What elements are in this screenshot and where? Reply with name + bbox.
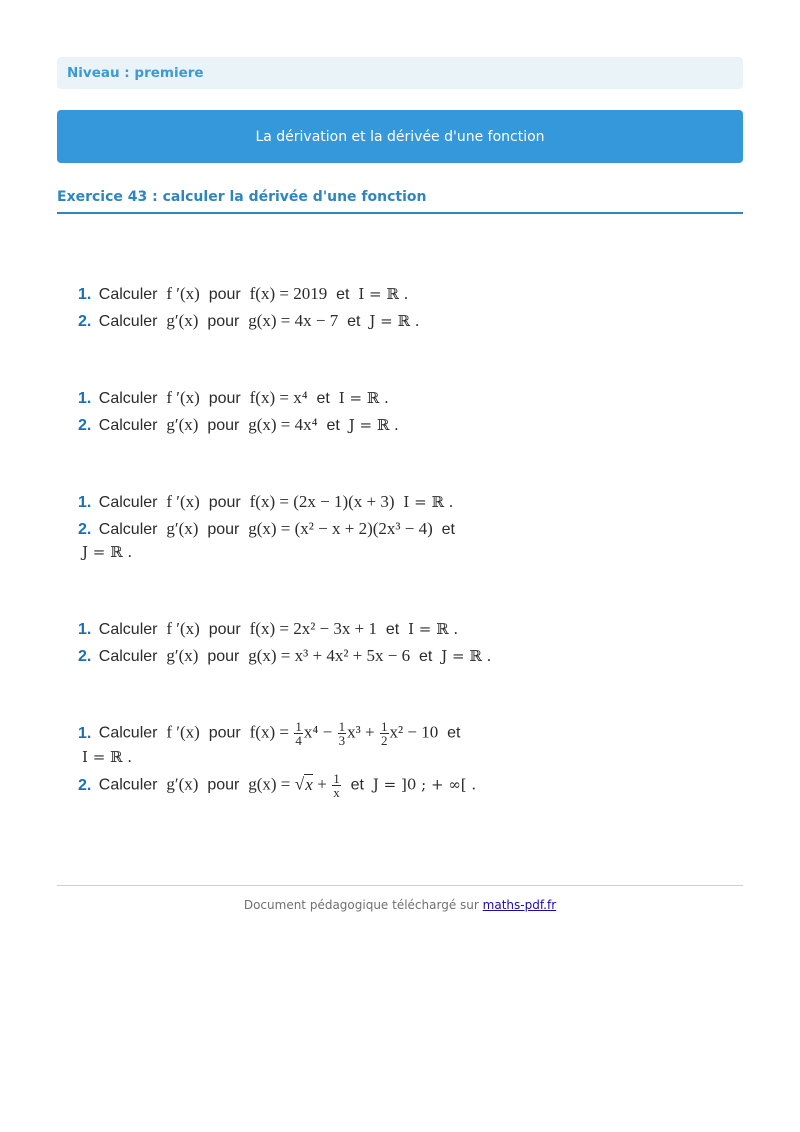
fraction-denominator: 3	[338, 733, 346, 748]
derivative-symbol: f ′(x)	[166, 619, 200, 638]
function-expression: g(x) = (x² − x + 2)(2x³ − 4)	[248, 519, 433, 538]
et-word: et	[336, 286, 350, 303]
calculer-word: Calculer	[98, 313, 158, 330]
derivative-symbol: f ′(x)	[166, 722, 200, 742]
pour-word: pour	[207, 776, 240, 794]
calculer-word: Calculer	[98, 521, 158, 538]
interval: J = ℝ .	[348, 416, 399, 434]
question-number: 1.	[78, 494, 92, 511]
pour-word: pour	[208, 621, 241, 638]
fraction	[294, 720, 303, 747]
pour-word: pour	[208, 494, 241, 511]
derivative-symbol: g′(x)	[166, 415, 199, 434]
footer-text: Document pédagogique téléchargé sur	[243, 898, 479, 912]
fraction-numerator: 1	[338, 719, 346, 734]
footer	[0, 898, 800, 912]
function-expression-prefix: g(x) =	[248, 774, 291, 794]
calculer-word: Calculer	[98, 417, 158, 434]
question-line-continuation	[82, 543, 132, 562]
function-expression: f(x) = x⁴	[249, 388, 308, 407]
question-line	[78, 311, 419, 331]
fraction-denominator: 2	[381, 733, 388, 748]
plus-sign: +	[317, 774, 327, 794]
et-word: et	[441, 521, 455, 538]
calculer-word: Calculer	[98, 724, 158, 742]
level-label: Niveau : premiere	[67, 65, 204, 81]
fraction-numerator: 1	[333, 771, 340, 786]
interval: I = ℝ .	[338, 389, 389, 407]
et-word: et	[326, 417, 340, 434]
fraction	[380, 720, 389, 747]
interval: I = ℝ .	[403, 493, 454, 511]
function-expression: f(x) = 2019	[249, 284, 328, 303]
function-expression: g(x) = 4x − 7	[248, 311, 339, 330]
exercise-title: Exercice 43 : calculer la dérivée d'une fonction	[57, 189, 427, 205]
et-word: et	[419, 648, 433, 665]
sqrt-argument: x	[305, 774, 313, 794]
pour-word: pour	[208, 286, 241, 303]
calculer-word: Calculer	[98, 286, 158, 303]
question-line	[78, 619, 458, 639]
pour-word: pour	[208, 724, 241, 742]
fraction-denominator: 4	[295, 733, 302, 748]
sqrt-symbol: √x	[294, 774, 313, 794]
fraction	[332, 772, 341, 799]
calculer-word: Calculer	[98, 648, 158, 665]
question-line	[78, 415, 399, 435]
pour-word: pour	[207, 417, 240, 434]
function-expression: g(x) = 4x⁴	[248, 415, 318, 434]
calculer-word: Calculer	[98, 776, 158, 794]
question-number: 1.	[78, 286, 92, 303]
question-number: 2.	[78, 417, 92, 434]
question-number: 1.	[78, 390, 92, 407]
question-line	[78, 720, 460, 747]
page-title: La dérivation et la dérivée d'une fonction	[255, 128, 545, 145]
function-expression-prefix: f(x) =	[249, 722, 289, 742]
function-term: x² − 10	[389, 722, 439, 742]
interval: J = ℝ .	[369, 312, 420, 330]
et-word: et	[447, 724, 461, 742]
fraction-denominator: x	[333, 785, 340, 800]
derivative-symbol: f ′(x)	[166, 284, 200, 303]
question-number: 1.	[78, 724, 92, 742]
question-line	[78, 519, 455, 539]
interval: I = ℝ .	[408, 620, 459, 638]
question-line	[78, 388, 389, 408]
interval: I = ℝ .	[82, 748, 133, 766]
function-expression: f(x) = (2x − 1)(x + 3)	[249, 492, 395, 511]
derivative-symbol: g′(x)	[166, 519, 199, 538]
interval: I = ℝ .	[358, 285, 409, 303]
pour-word: pour	[207, 521, 240, 538]
question-line	[78, 284, 408, 304]
exercise-heading	[57, 186, 743, 214]
et-word: et	[350, 776, 364, 794]
calculer-word: Calculer	[98, 390, 158, 407]
derivative-symbol: f ′(x)	[166, 388, 200, 407]
question-number: 1.	[78, 621, 92, 638]
pour-word: pour	[207, 313, 240, 330]
derivative-symbol: g′(x)	[166, 646, 199, 665]
footer-divider	[57, 885, 743, 886]
question-line	[78, 646, 491, 666]
question-number: 2.	[78, 776, 92, 794]
derivative-symbol: g′(x)	[166, 774, 199, 794]
function-expression: f(x) = 2x² − 3x + 1	[249, 619, 377, 638]
pour-word: pour	[208, 390, 241, 407]
question-number: 2.	[78, 521, 92, 538]
pour-word: pour	[207, 648, 240, 665]
calculer-word: Calculer	[98, 494, 158, 511]
question-line	[78, 492, 453, 512]
fraction-numerator: 1	[295, 719, 302, 734]
level-box	[57, 57, 743, 89]
et-word: et	[385, 621, 400, 638]
interval: J = ℝ .	[82, 543, 133, 561]
derivative-symbol: g′(x)	[166, 311, 199, 330]
title-banner	[57, 110, 743, 163]
fraction-numerator: 1	[381, 719, 388, 734]
interval: J = ℝ .	[441, 647, 492, 665]
question-line-continuation	[82, 748, 132, 767]
fraction	[338, 720, 347, 747]
interval: J = ]0 ; + ∞[ .	[372, 775, 477, 794]
question-number: 2.	[78, 313, 92, 330]
function-term: x⁴ −	[303, 722, 333, 742]
function-expression: g(x) = x³ + 4x² + 5x − 6	[248, 646, 411, 665]
footer-link[interactable]: maths-pdf.fr	[482, 898, 557, 912]
et-word: et	[316, 390, 330, 407]
function-term: x³ +	[347, 722, 375, 742]
et-word: et	[347, 313, 361, 330]
question-number: 2.	[78, 648, 92, 665]
derivative-symbol: f ′(x)	[166, 492, 200, 511]
question-line	[78, 772, 476, 799]
calculer-word: Calculer	[98, 621, 158, 638]
